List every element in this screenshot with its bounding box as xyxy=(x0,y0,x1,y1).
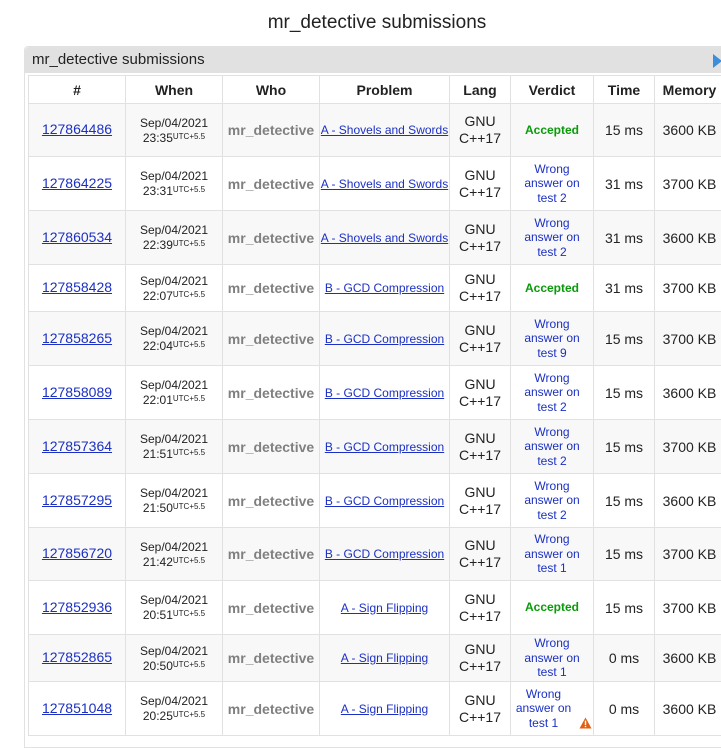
column-header-verdict: Verdict xyxy=(511,76,594,104)
lang-version: C++17 xyxy=(459,130,501,146)
cell-lang xyxy=(450,581,511,635)
cell-memory xyxy=(655,420,721,474)
cell-who xyxy=(223,265,320,312)
cell-when xyxy=(126,312,223,366)
cell-id xyxy=(29,528,126,581)
cell-verdict[interactable] xyxy=(511,528,594,581)
cell-lang xyxy=(450,312,511,366)
cell-when xyxy=(126,157,223,211)
table-row xyxy=(29,312,721,366)
verdict-text: Wrong answer on test 2 xyxy=(521,162,583,206)
timezone-label: UTC+5.5 xyxy=(173,340,205,349)
cell-verdict xyxy=(511,581,594,635)
cell-when xyxy=(126,420,223,474)
table-row xyxy=(29,265,721,312)
submission-date: Sep/04/2021 xyxy=(140,540,208,554)
submission-link[interactable]: 127851048 xyxy=(42,700,112,716)
cell-lang xyxy=(450,211,511,265)
submission-time: 23:31 xyxy=(143,184,173,198)
cell-verdict[interactable] xyxy=(511,211,594,265)
cell-time xyxy=(594,682,655,736)
table-row xyxy=(29,104,721,157)
problem-link[interactable]: A - Sign Flipping xyxy=(341,601,428,615)
cell-verdict[interactable] xyxy=(511,366,594,420)
memory-value: 3600 KB xyxy=(663,385,717,401)
cell-verdict[interactable] xyxy=(511,474,594,528)
cell-memory xyxy=(655,635,721,682)
cell-time xyxy=(594,635,655,682)
cell-memory xyxy=(655,528,721,581)
cell-verdict[interactable] xyxy=(511,682,594,736)
cell-who xyxy=(223,635,320,682)
cell-who xyxy=(223,420,320,474)
submission-date: Sep/04/2021 xyxy=(140,593,208,607)
cell-id xyxy=(29,157,126,211)
submission-link[interactable]: 127852865 xyxy=(42,649,112,665)
cell-lang xyxy=(450,528,511,581)
lang-version: C++17 xyxy=(459,658,501,674)
cell-lang xyxy=(450,420,511,474)
cell-problem xyxy=(320,528,450,581)
memory-value: 3600 KB xyxy=(663,650,717,666)
submission-date: Sep/04/2021 xyxy=(140,223,208,237)
submission-time: 21:42 xyxy=(143,555,173,569)
verdict-text: Accepted xyxy=(525,281,579,296)
author-handle: mr_detective xyxy=(228,546,314,562)
submission-date: Sep/04/2021 xyxy=(140,116,208,130)
memory-value: 3700 KB xyxy=(663,176,717,192)
runtime-value: 15 ms xyxy=(605,385,643,401)
cell-id xyxy=(29,420,126,474)
memory-value: 3700 KB xyxy=(663,280,717,296)
cell-problem xyxy=(320,265,450,312)
cell-lang xyxy=(450,265,511,312)
runtime-value: 0 ms xyxy=(609,701,639,717)
cell-time xyxy=(594,474,655,528)
problem-link[interactable]: B - GCD Compression xyxy=(325,547,444,561)
author-handle: mr_detective xyxy=(228,331,314,347)
cell-who xyxy=(223,682,320,736)
submission-date: Sep/04/2021 xyxy=(140,644,208,658)
cell-id xyxy=(29,474,126,528)
table-row xyxy=(29,474,721,528)
submission-date: Sep/04/2021 xyxy=(140,432,208,446)
cell-when xyxy=(126,635,223,682)
cell-verdict[interactable] xyxy=(511,635,594,682)
problem-link[interactable]: B - GCD Compression xyxy=(325,332,444,346)
cell-id xyxy=(29,104,126,157)
verdict-text: Wrong answer on test 1 xyxy=(513,687,575,731)
lang-compiler: GNU xyxy=(464,376,495,392)
cell-who xyxy=(223,104,320,157)
lang-compiler: GNU xyxy=(464,692,495,708)
table-row xyxy=(29,581,721,635)
cell-lang xyxy=(450,366,511,420)
lang-version: C++17 xyxy=(459,501,501,517)
cell-verdict[interactable] xyxy=(511,420,594,474)
author-handle: mr_detective xyxy=(228,176,314,192)
submission-link[interactable]: 127864225 xyxy=(42,175,112,191)
cell-problem xyxy=(320,312,450,366)
cell-when xyxy=(126,474,223,528)
memory-value: 3600 KB xyxy=(663,230,717,246)
author-handle: mr_detective xyxy=(228,439,314,455)
table-row xyxy=(29,211,721,265)
runtime-value: 31 ms xyxy=(605,280,643,296)
verdict-text: Wrong answer on test 2 xyxy=(521,216,583,260)
runtime-value: 0 ms xyxy=(609,650,639,666)
lang-compiler: GNU xyxy=(464,322,495,338)
problem-link[interactable]: B - GCD Compression xyxy=(325,494,444,508)
author-handle: mr_detective xyxy=(228,385,314,401)
lang-version: C++17 xyxy=(459,238,501,254)
submission-date: Sep/04/2021 xyxy=(140,694,208,708)
cell-problem xyxy=(320,635,450,682)
timezone-label: UTC+5.5 xyxy=(173,394,205,403)
author-handle: mr_detective xyxy=(228,650,314,666)
runtime-value: 15 ms xyxy=(605,546,643,562)
cell-id xyxy=(29,312,126,366)
submission-time: 22:01 xyxy=(143,393,173,407)
cell-memory xyxy=(655,366,721,420)
timezone-label: UTC+5.5 xyxy=(173,502,205,511)
cell-problem xyxy=(320,682,450,736)
verdict-text: Accepted xyxy=(525,600,579,615)
submission-link[interactable]: 127858428 xyxy=(42,279,112,295)
verdict-text: Wrong answer on test 1 xyxy=(521,532,583,576)
cell-when xyxy=(126,211,223,265)
lang-compiler: GNU xyxy=(464,113,495,129)
cell-problem xyxy=(320,366,450,420)
timezone-label: UTC+5.5 xyxy=(173,660,205,669)
problem-link[interactable]: B - GCD Compression xyxy=(325,440,444,454)
author-handle: mr_detective xyxy=(228,600,314,616)
runtime-value: 15 ms xyxy=(605,439,643,455)
cell-memory xyxy=(655,682,721,736)
lang-version: C++17 xyxy=(459,447,501,463)
table-row xyxy=(29,528,721,581)
column-header-time: Time xyxy=(594,76,655,104)
submission-time: 20:51 xyxy=(143,608,173,622)
lang-compiler: GNU xyxy=(464,430,495,446)
table-row xyxy=(29,682,721,736)
problem-link[interactable]: A - Sign Flipping xyxy=(341,651,428,665)
cell-verdict xyxy=(511,104,594,157)
submission-time: 21:51 xyxy=(143,447,173,461)
cell-id xyxy=(29,265,126,312)
memory-value: 3700 KB xyxy=(663,331,717,347)
submission-time: 23:35 xyxy=(143,131,173,145)
lang-compiler: GNU xyxy=(464,641,495,657)
runtime-value: 15 ms xyxy=(605,493,643,509)
cell-lang xyxy=(450,682,511,736)
memory-value: 3700 KB xyxy=(663,439,717,455)
submission-date: Sep/04/2021 xyxy=(140,324,208,338)
lang-compiler: GNU xyxy=(464,484,495,500)
cell-when xyxy=(126,581,223,635)
cell-time xyxy=(594,420,655,474)
lang-version: C++17 xyxy=(459,608,501,624)
runtime-value: 15 ms xyxy=(605,122,643,138)
lang-version: C++17 xyxy=(459,184,501,200)
warning-icon xyxy=(579,717,592,729)
problem-link[interactable]: A - Sign Flipping xyxy=(341,702,428,716)
timezone-label: UTC+5.5 xyxy=(173,290,205,299)
author-handle: mr_detective xyxy=(228,122,314,138)
verdict-text: Wrong answer on test 2 xyxy=(521,371,583,415)
cell-verdict xyxy=(511,265,594,312)
verdict-text: Wrong answer on test 2 xyxy=(521,479,583,523)
author-handle: mr_detective xyxy=(228,230,314,246)
cell-memory xyxy=(655,104,721,157)
cell-memory xyxy=(655,265,721,312)
timezone-label: UTC+5.5 xyxy=(173,132,205,141)
memory-value: 3600 KB xyxy=(663,493,717,509)
column-header-when: When xyxy=(126,76,223,104)
cell-who xyxy=(223,312,320,366)
cell-verdict[interactable] xyxy=(511,312,594,366)
lang-version: C++17 xyxy=(459,339,501,355)
memory-value: 3700 KB xyxy=(663,546,717,562)
lang-compiler: GNU xyxy=(464,167,495,183)
submissions-table xyxy=(28,75,721,736)
lang-version: C++17 xyxy=(459,554,501,570)
panel-header xyxy=(25,47,721,73)
submission-date: Sep/04/2021 xyxy=(140,378,208,392)
cell-time xyxy=(594,211,655,265)
submission-link[interactable]: 127852936 xyxy=(42,599,112,615)
memory-value: 3600 KB xyxy=(663,122,717,138)
submission-link[interactable]: 127857295 xyxy=(42,492,112,508)
lang-version: C++17 xyxy=(459,709,501,725)
cell-who xyxy=(223,528,320,581)
cell-problem xyxy=(320,157,450,211)
submission-time: 22:39 xyxy=(143,238,173,252)
memory-value: 3700 KB xyxy=(663,600,717,616)
runtime-value: 31 ms xyxy=(605,176,643,192)
cell-lang xyxy=(450,474,511,528)
submission-time: 22:07 xyxy=(143,289,173,303)
cell-memory xyxy=(655,474,721,528)
cell-memory xyxy=(655,157,721,211)
timezone-label: UTC+5.5 xyxy=(173,609,205,618)
submission-link[interactable]: 127858265 xyxy=(42,330,112,346)
panel-header-title: mr_detective submissions xyxy=(32,51,205,68)
column-header-problem: Problem xyxy=(320,76,450,104)
problem-link[interactable]: A - Shovels and Swords xyxy=(321,123,448,137)
problem-link[interactable]: B - GCD Compression xyxy=(325,281,444,295)
cell-id xyxy=(29,366,126,420)
cell-when xyxy=(126,104,223,157)
timezone-label: UTC+5.5 xyxy=(173,239,205,248)
runtime-value: 15 ms xyxy=(605,600,643,616)
lang-compiler: GNU xyxy=(464,271,495,287)
column-header-memory: Memory xyxy=(655,76,721,104)
cell-time xyxy=(594,157,655,211)
verdict-text: Wrong answer on test 1 xyxy=(521,636,583,680)
cell-memory xyxy=(655,312,721,366)
cell-who xyxy=(223,211,320,265)
cell-who xyxy=(223,581,320,635)
submission-link[interactable]: 127857364 xyxy=(42,438,112,454)
submission-date: Sep/04/2021 xyxy=(140,486,208,500)
cell-id xyxy=(29,635,126,682)
cell-id xyxy=(29,211,126,265)
submission-time: 21:50 xyxy=(143,501,173,515)
cell-lang xyxy=(450,157,511,211)
timezone-label: UTC+5.5 xyxy=(173,710,205,719)
lang-compiler: GNU xyxy=(464,537,495,553)
author-handle: mr_detective xyxy=(228,493,314,509)
page-title: mr_detective submissions xyxy=(0,12,721,34)
cell-when xyxy=(126,265,223,312)
submissions-panel xyxy=(24,46,721,748)
cell-id xyxy=(29,682,126,736)
author-handle: mr_detective xyxy=(228,280,314,296)
submission-link[interactable]: 127856720 xyxy=(42,545,112,561)
cell-who xyxy=(223,474,320,528)
timezone-label: UTC+5.5 xyxy=(173,556,205,565)
cell-id xyxy=(29,581,126,635)
lang-compiler: GNU xyxy=(464,591,495,607)
submission-time: 22:04 xyxy=(143,339,173,353)
cell-time xyxy=(594,265,655,312)
cell-time xyxy=(594,366,655,420)
cell-who xyxy=(223,157,320,211)
cell-problem xyxy=(320,420,450,474)
cell-when xyxy=(126,682,223,736)
cell-time xyxy=(594,104,655,157)
cell-time xyxy=(594,581,655,635)
column-header-who: Who xyxy=(223,76,320,104)
cell-who xyxy=(223,366,320,420)
cell-problem xyxy=(320,474,450,528)
table-header-row xyxy=(29,76,721,104)
cell-memory xyxy=(655,211,721,265)
timezone-label: UTC+5.5 xyxy=(173,185,205,194)
cell-when xyxy=(126,366,223,420)
cell-verdict[interactable] xyxy=(511,157,594,211)
runtime-value: 15 ms xyxy=(605,331,643,347)
cell-problem xyxy=(320,211,450,265)
submission-link[interactable]: 127860534 xyxy=(42,229,112,245)
submission-link[interactable]: 127864486 xyxy=(42,121,112,137)
submission-time: 20:25 xyxy=(143,709,173,723)
runtime-value: 31 ms xyxy=(605,230,643,246)
scroll-right-arrow-icon[interactable] xyxy=(713,54,721,68)
verdict-text: Wrong answer on test 9 xyxy=(521,317,583,361)
cell-time xyxy=(594,312,655,366)
verdict-text: Wrong answer on test 2 xyxy=(521,425,583,469)
column-header-id: # xyxy=(29,76,126,104)
submission-date: Sep/04/2021 xyxy=(140,169,208,183)
submission-date: Sep/04/2021 xyxy=(140,274,208,288)
timezone-label: UTC+5.5 xyxy=(173,448,205,457)
problem-link[interactable]: A - Shovels and Swords xyxy=(321,231,448,245)
problem-link[interactable]: B - GCD Compression xyxy=(325,386,444,400)
cell-memory xyxy=(655,581,721,635)
submission-link[interactable]: 127858089 xyxy=(42,384,112,400)
lang-version: C++17 xyxy=(459,288,501,304)
column-header-lang: Lang xyxy=(450,76,511,104)
cell-when xyxy=(126,528,223,581)
lang-compiler: GNU xyxy=(464,221,495,237)
cell-lang xyxy=(450,635,511,682)
cell-problem xyxy=(320,581,450,635)
cell-lang xyxy=(450,104,511,157)
problem-link[interactable]: A - Shovels and Swords xyxy=(321,177,448,191)
table-row xyxy=(29,635,721,682)
table-row xyxy=(29,420,721,474)
cell-time xyxy=(594,528,655,581)
submission-time: 20:50 xyxy=(143,659,173,673)
table-row xyxy=(29,157,721,211)
table-row xyxy=(29,366,721,420)
author-handle: mr_detective xyxy=(228,701,314,717)
cell-problem xyxy=(320,104,450,157)
lang-version: C++17 xyxy=(459,393,501,409)
memory-value: 3600 KB xyxy=(663,701,717,717)
verdict-text: Accepted xyxy=(525,123,579,138)
